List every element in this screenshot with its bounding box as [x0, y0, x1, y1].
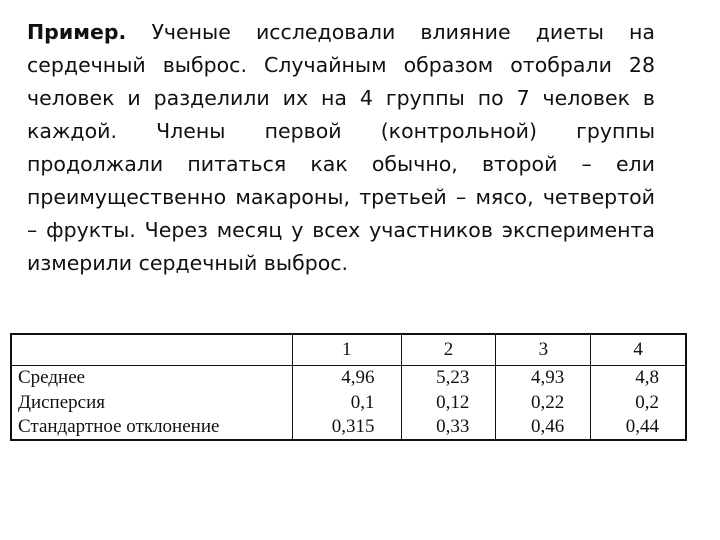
table-cell: 0,33 — [401, 415, 496, 439]
header-group-2: 2 — [401, 335, 496, 366]
table-row — [12, 366, 685, 391]
table-row — [12, 390, 685, 414]
header-group-4: 4 — [591, 335, 685, 366]
table-cell: 0,44 — [591, 415, 685, 439]
header-empty — [12, 335, 293, 366]
row-label-variance: Дисперсия — [18, 391, 106, 413]
table-row — [12, 415, 685, 439]
table-cell: 0,2 — [591, 390, 685, 414]
table-cell: 0,12 — [401, 390, 496, 414]
row-label-std-deviation: Стандартное отклонение — [18, 415, 220, 437]
example-lead: Пример. — [27, 20, 127, 44]
header-group-1: 1 — [293, 335, 402, 366]
statistics-table — [12, 335, 685, 439]
statistics-table-frame — [10, 333, 687, 441]
table-cell: 5,23 — [401, 366, 496, 391]
header-group-3: 3 — [496, 335, 591, 366]
table-cell: 0,1 — [293, 390, 402, 414]
table-header-row — [12, 335, 685, 366]
table-cell: 4,8 — [591, 366, 685, 391]
table-cell: 0,46 — [496, 415, 591, 439]
table-cell: 0,22 — [496, 390, 591, 414]
example-paragraph — [27, 16, 655, 280]
table-cell: 4,93 — [496, 366, 591, 391]
row-label-mean: Среднее — [18, 367, 86, 389]
table-cell: 4,96 — [293, 366, 402, 391]
table-cell: 0,315 — [293, 415, 402, 439]
example-text: Ученые исследовали влияние диеты на сердечный выброс. Случайным образом отобрали 28 человек и разделили их на 4 группы по 7 человек в каждой. Члены первой (контрольной) группы продолжали питаться как обычно, второй – ели преимущественно макароны, третьей – мясо, четвертой – фрукты. Через месяц у всех участников эксперимента измерили сердечный выброс. — [27, 20, 655, 275]
